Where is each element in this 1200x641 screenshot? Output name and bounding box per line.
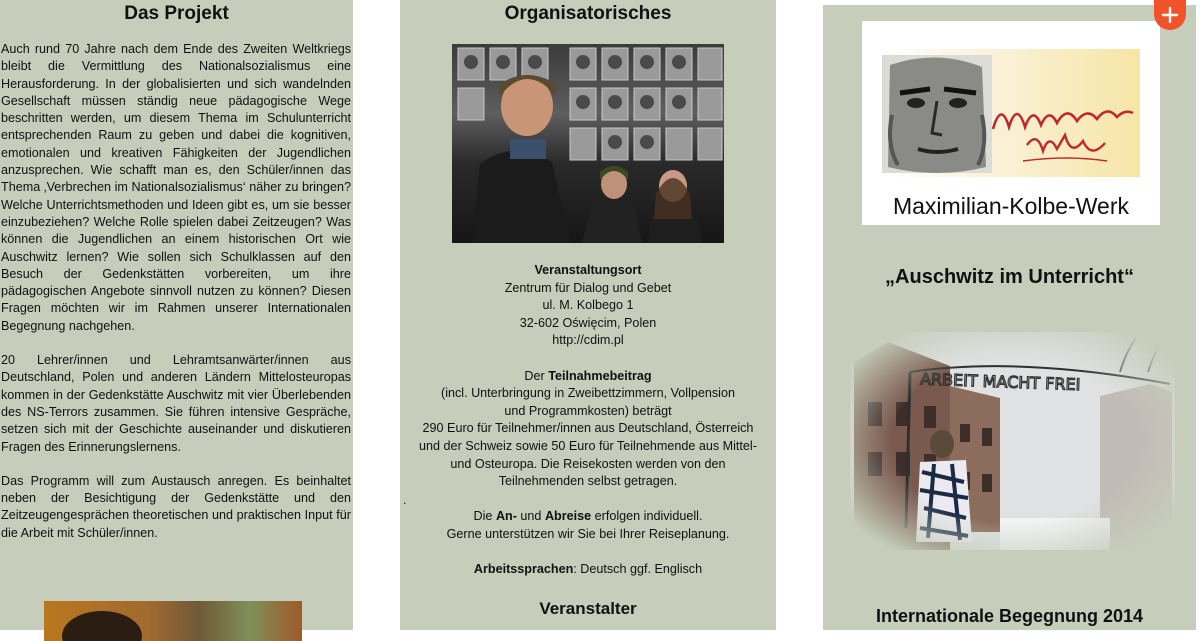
travel-suffix: erfolgen individuell. [591,509,703,524]
venue-line: ul. M. Kolbego 1 [542,298,634,313]
signature-graphic [987,71,1137,171]
projekt-paragraph-1: Auch rund 70 Jahre nach dem Ende des Zweiten Weltkriegs bleibt die Vermittlung des Nationalsozialismus eine Herausforderung. In der globalisierten und sich wandelnden Gesellschaft müssen ständig neue pädagogische Wege beschritten werden, um diesem Thema im Schulunterricht entsprechenden Raum zu geben und dabei die kognitiven, emotionalen und kreativen Fähigkeiten der Jugendlichen anzusprechen. Wie schafft man es, den Schüler/innen das Thema ‚Verbrechen im Nationalsozialismus‘ näher zu bringen? Welche Unterrichtsmethoden und Ideen gibt es, um sie besser einzubeziehen? Welche Rolle spielen dabei Zeitzeugen? Was können die Jugendlichen an einem historischen Ort wie Auschwitz lernen? Wie sollen sich Schulklassen auf den Besuch der Gedenkstätten vorbereiten, um ihre pädagogischen Angebote sinnvoll nutzen zu können? Diesen Fragen möchten wir im Rahmen unserer Internationalen Begegnung nachgehen. [1,42,351,333]
logo-artwork [882,49,1140,177]
travel-bold-departure: Abreise [544,509,592,524]
fee-label: Teilnahmebeitrag [548,368,652,383]
heading-organisatorisches: Organisatorisches [504,3,672,24]
travel-bold-arrival: An- [495,509,517,524]
cover-footer: Internationale Begegnung 2014 [875,606,1144,626]
mkw-logo [862,21,1160,225]
fee-line: (incl. Unterbringung in Zweibettzimmern, Vollpension [441,386,735,401]
language-block [405,561,771,579]
projekt-paragraph-2: 20 Lehrer/innen und Lehramtsanwärter/innen aus Deutschland, Polen und anderen Ländern Mittelosteuropas kommen in der Gedenkstätte Auschwitz mit vier Überlebenden des NS-Terrors zusammen. Sie führen intensive Gespräche, setzen sich mit der Geschichte auseinander und diskutieren Fragen des Erinnerungslernens. [1,353,351,454]
fee-prefix: Der [524,368,549,383]
fee-block [405,368,771,491]
heading-veranstalter: Veranstalter [539,599,637,618]
fee-line: Teilnehmenden selbst getragen. [498,474,678,489]
heading-das-projekt: Das Projekt [124,3,229,24]
venue-line: 32-602 Oświęcim, Polen [519,315,657,330]
venue-label: Veranstaltungsort [534,263,642,277]
projekt-text [1,41,351,542]
language-label: Arbeitssprachen [473,562,574,577]
venue-url: http://cdim.pl [552,333,624,348]
group-photo [44,601,302,641]
fee-line: und der Schweiz sowie 50 Euro für Teilnehmende aus Mittel- [419,438,757,453]
cover-title: „Auschwitz im Unterricht“ [885,266,1134,288]
fee-line: 290 Euro für Teilnehmer/innen aus Deutschland, Österreich [422,421,754,436]
language-value: : Deutsch ggf. Englisch [573,562,703,577]
travel-line2: Gerne unterstützen wir Sie bei Ihrer Reiseplanung. [446,526,730,541]
auschwitz-gate-photo [850,332,1175,550]
venue-line: Zentrum für Dialog und Gebet [504,280,672,295]
plus-icon [1161,6,1179,24]
logo-name: Maximilian-Kolbe-Werk [892,193,1130,219]
visitors-photo [452,44,724,243]
projekt-paragraph-3: Das Programm will zum Austausch anregen. Es beinhaltet neben der Besichtigung der Gedenkstätte und den Zeitzeugengesprächen theoretischen und praktischen Input für die Arbeit mit Schüler/innen. [1,473,351,540]
venue-block [405,262,771,350]
portrait-image [882,55,992,173]
fee-line: und Programmkosten) beträgt [504,403,672,418]
fee-line: und Osteuropa. Die Reisekosten werden von den [450,456,726,471]
organisatorisches-text [405,262,771,579]
travel-block [405,508,771,543]
travel-mid: und [516,509,545,524]
stray-dot: . [403,493,407,507]
travel-prefix: Die [473,509,496,524]
